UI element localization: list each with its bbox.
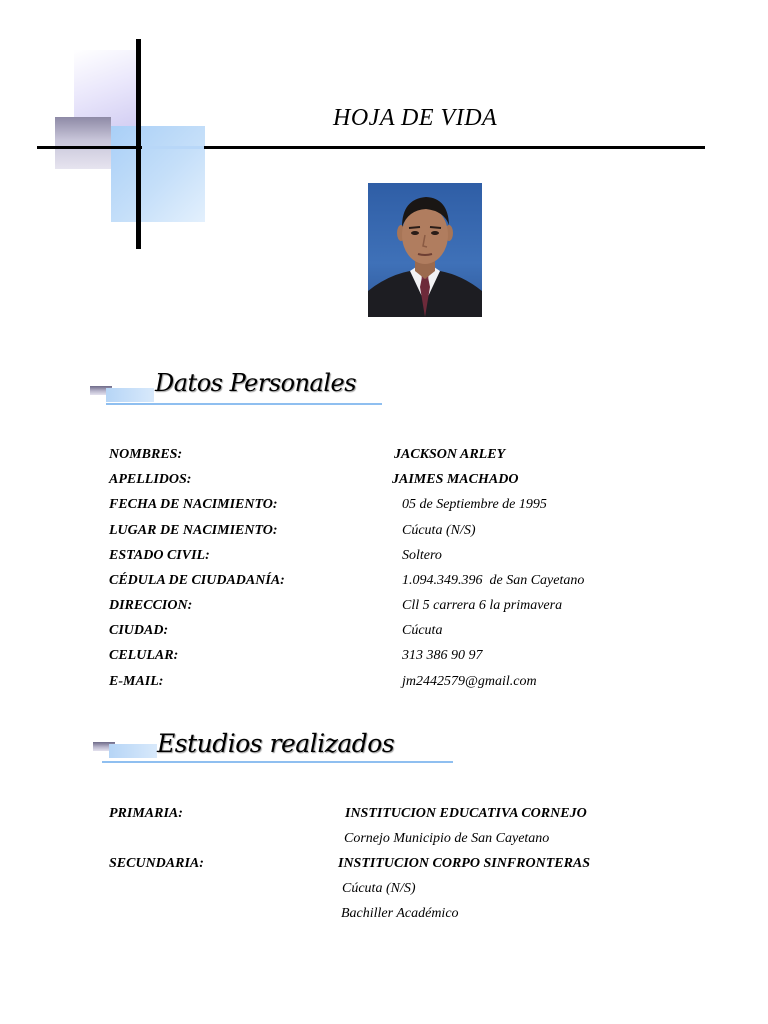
decor-square-grey <box>55 117 111 169</box>
portrait-image <box>368 183 482 317</box>
value-secundaria-degree: Bachiller Académico <box>341 906 459 921</box>
label-cedula: CÉDULA DE CIUDADANÍA: <box>109 573 285 588</box>
decor-square-blue <box>111 126 205 222</box>
value-estado-civil: Soltero <box>402 548 442 563</box>
label-estado-civil: ESTADO CIVIL: <box>109 548 210 563</box>
label-apellidos: APELLIDOS: <box>109 472 192 487</box>
value-secundaria-location: Cúcuta (N/S) <box>342 881 416 896</box>
label-lugar-nacimiento: LUGAR DE NACIMIENTO: <box>109 523 278 538</box>
label-celular: CELULAR: <box>109 648 179 663</box>
section-decor-blue <box>106 388 154 402</box>
section-title-studies: Estudios realizados <box>157 729 395 758</box>
value-secundaria-institution: INSTITUCION CORPO SINFRONTERAS <box>338 856 591 871</box>
value-lugar-nacimiento: Cúcuta (N/S) <box>402 523 476 538</box>
value-direccion: Cll 5 carrera 6 la primavera <box>402 598 563 613</box>
value-apellidos: JAIMES MACHADO <box>392 472 519 487</box>
label-primaria: PRIMARIA: <box>109 806 183 821</box>
value-nombres: JACKSON ARLEY <box>394 447 506 462</box>
label-nombres: NOMBRES: <box>109 447 183 462</box>
page-title: HOJA DE VIDA <box>333 105 498 131</box>
label-fecha-nacimiento: FECHA DE NACIMIENTO: <box>109 497 278 512</box>
value-celular: 313 386 90 97 <box>402 648 483 663</box>
decor-line-gap <box>142 146 204 149</box>
label-secundaria: SECUNDARIA: <box>109 856 204 871</box>
header-divider-line <box>37 146 705 149</box>
profile-photo <box>368 183 482 317</box>
value-ciudad: Cúcuta <box>402 623 443 638</box>
label-email: E-MAIL: <box>109 674 164 689</box>
label-ciudad: CIUDAD: <box>109 623 169 638</box>
value-fecha-nacimiento: 05 de Septiembre de 1995 <box>402 497 547 512</box>
label-direccion: DIRECCION: <box>109 598 193 613</box>
value-primaria-location: Cornejo Municipio de San Cayetano <box>344 831 550 846</box>
section-title-personal: Datos Personales <box>155 369 357 397</box>
decor-vertical-line <box>136 39 141 249</box>
value-cedula: 1.094.349.396 de San Cayetano <box>402 573 585 588</box>
value-primaria-institution: INSTITUCION EDUCATIVA CORNEJO <box>345 806 587 821</box>
value-email: jm2442579@gmail.com <box>402 674 537 689</box>
section-decor-blue <box>109 744 157 758</box>
section-underline <box>102 761 453 763</box>
section-underline <box>106 403 382 405</box>
